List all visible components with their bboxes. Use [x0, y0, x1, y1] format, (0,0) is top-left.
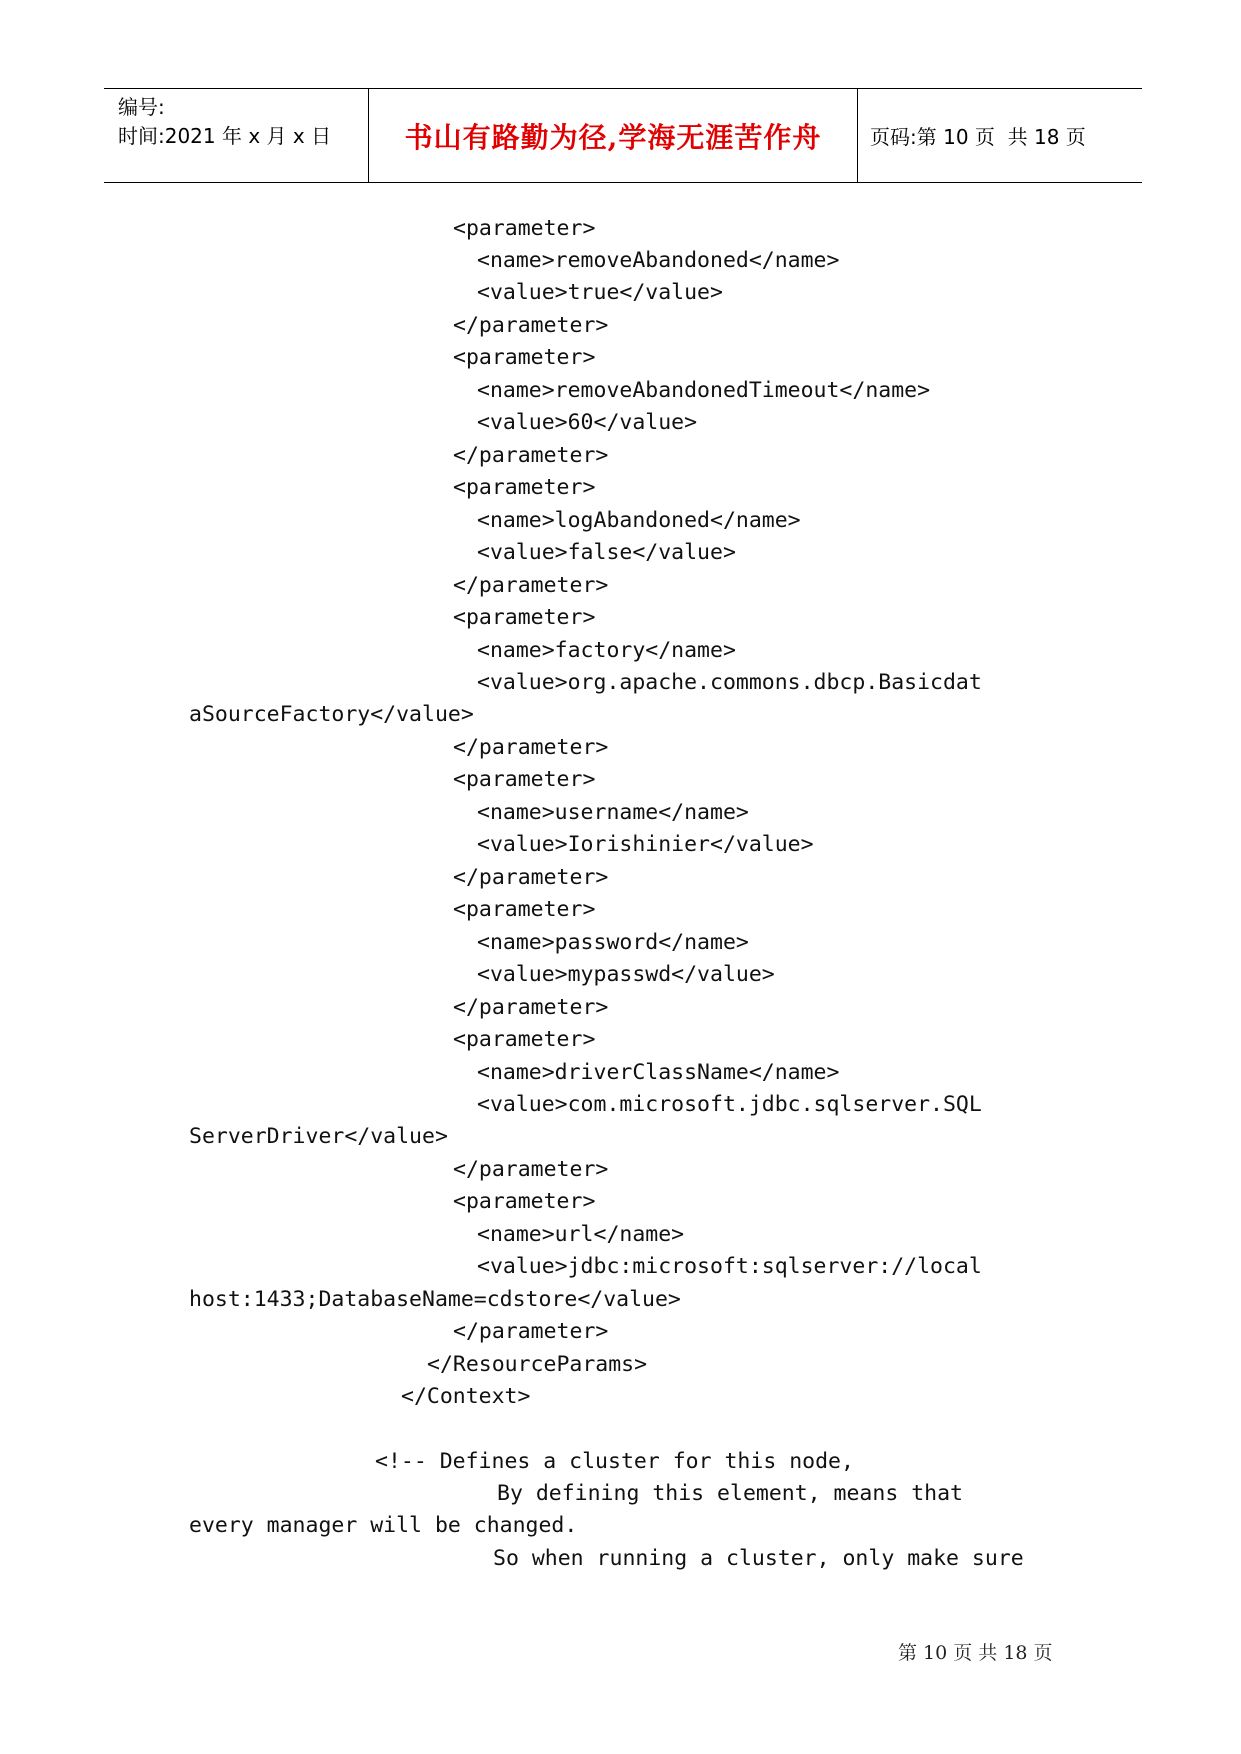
code-line: <value>jdbc:microsoft:sqlserver://local [477, 1254, 982, 1279]
code-line: ServerDriver</value> [189, 1124, 448, 1149]
time-label: 时间:2021 年 x 月 x 日 [118, 124, 332, 148]
comment-line: So when running a cluster, only make sure [493, 1546, 1024, 1571]
code-line: </ResourceParams> [427, 1352, 648, 1377]
code-line: </parameter> [453, 865, 609, 890]
code-line: <name>username</name> [477, 800, 749, 825]
comment-line: every manager will be changed. [189, 1513, 578, 1538]
code-line: </parameter> [453, 735, 609, 760]
code-line: <name>password</name> [477, 930, 749, 955]
code-line: host:1433;DatabaseName=cdstore</value> [189, 1287, 681, 1312]
code-line: <parameter> [453, 216, 596, 241]
code-line: <value>org.apache.commons.dbcp.Basicdat [477, 670, 982, 695]
comment-line: By defining this element, means that [497, 1481, 963, 1506]
code-line: </parameter> [453, 573, 609, 598]
code-line: <value>mypasswd</value> [477, 962, 775, 987]
code-line: <value>60</value> [477, 410, 698, 435]
header-page-info: 页码:第 10 页 共 18 页 [870, 125, 1086, 149]
header-slogan: 书山有路勤为径,学海无涯苦作舟 [369, 89, 858, 182]
number-label: 编号: [118, 95, 165, 119]
page-footer: 第 10 页 共 18 页 [898, 1642, 1053, 1664]
code-line: </parameter> [453, 1319, 609, 1344]
code-line: <name>driverClassName</name> [477, 1060, 840, 1085]
code-line: <parameter> [453, 605, 596, 630]
code-line: <parameter> [453, 1189, 596, 1214]
code-line: </parameter> [453, 995, 609, 1020]
code-line: </parameter> [453, 313, 609, 338]
header-meta [104, 89, 369, 182]
code-line: <value>Iorishinier</value> [477, 832, 814, 857]
code-line: <value>true</value> [477, 280, 723, 305]
document-header [104, 88, 1142, 183]
code-line: <value>com.microsoft.jdbc.sqlserver.SQL [477, 1092, 982, 1117]
code-line: <name>factory</name> [477, 638, 736, 663]
comment-line: <!-- Defines a cluster for this node, [375, 1449, 854, 1474]
code-line: </parameter> [453, 443, 609, 468]
code-line: </Context> [401, 1384, 531, 1409]
code-line: <parameter> [453, 1027, 596, 1052]
code-line: </parameter> [453, 1157, 609, 1182]
code-line: <name>removeAbandoned</name> [477, 248, 840, 273]
code-line: <name>removeAbandonedTimeout</name> [477, 378, 931, 403]
code-line: <value>false</value> [477, 540, 736, 565]
code-line: <parameter> [453, 767, 596, 792]
code-line: <parameter> [453, 897, 596, 922]
code-line: <parameter> [453, 345, 596, 370]
code-line: <name>url</name> [477, 1222, 685, 1247]
code-line: <name>logAbandoned</name> [477, 508, 801, 533]
code-line: <parameter> [453, 475, 596, 500]
code-line: aSourceFactory</value> [189, 702, 474, 727]
